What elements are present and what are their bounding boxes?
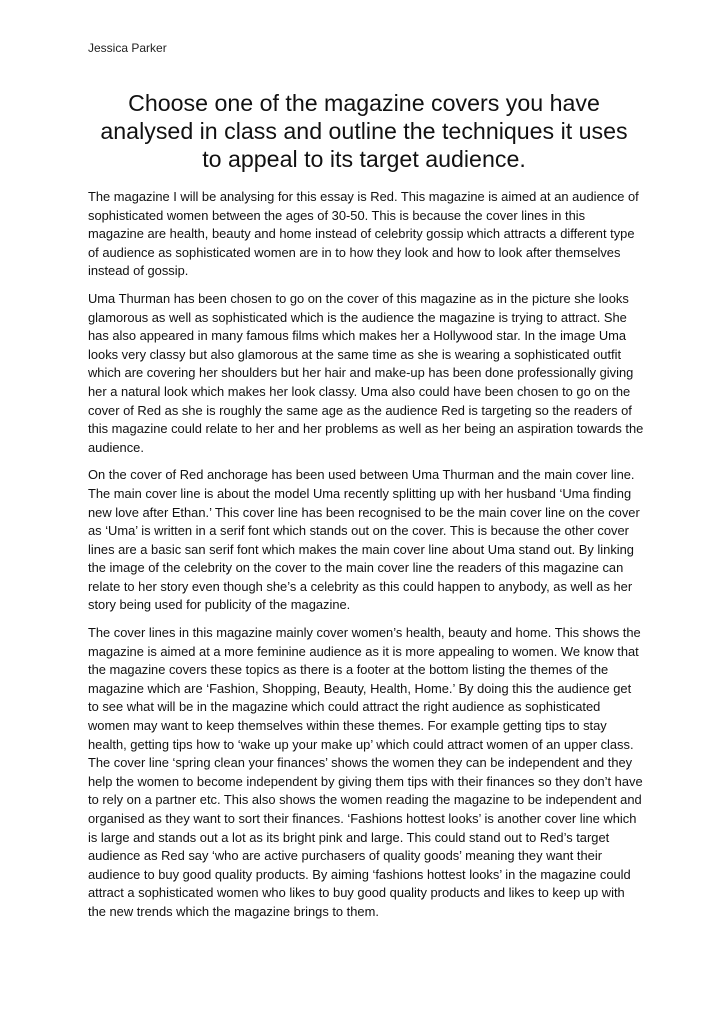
essay-title: Choose one of the magazine covers you have analysed in class and outline the techniques it uses to appeal to its target audience.	[100, 90, 628, 172]
paragraph: Uma Thurman has been chosen to go on the cover of this magazine as in the picture she looks glamorous as well as sophisticated which is the audience the magazine is trying to attract. She has also appeared in many famous films which makes her a Hollywood star. In the image Uma looks very classy but also glamorous at the same time as she is wearing a sophisticated outfit which are covering her shoulders but her hair and make-up has been done professionally giving her a natural look which makes her look classy. Uma also could have been chosen to go on the cover of Red as she is roughly the same age as the audience Red is targeting so the readers of this magazine could relate to her and her problems as well as her being an aspiration towards the audience.	[88, 290, 644, 455]
paragraph: The cover lines in this magazine mainly cover women’s health, beauty and home. This shows the magazine is aimed at a more feminine audience as it is more appealing to women. We know that the magazine covers these topics as there is a footer at the bottom listing the themes of the magazine which are ‘Fashion, Shopping, Beauty, Health, Home.’ By doing this the audience get to see what will be in the magazine which could attract the right audience as sophisticated women may want to keep themselves within these themes. For example getting tips to stay health, getting tips how to ‘wake up your make up’ which could attract women of an upper class. The cover line ‘spring clean your finances’ shows the women they can be independent and they help the women to become independent by giving them tips with their finances so they don’t have to rely on a partner etc. This also shows the women reading the magazine to be independent and organised as they want to sort their finances. ‘Fashions hottest looks’ is another cover line which is large and stands out a lot as its bright pink and large. This could stand out to Red’s target audience as Red say ‘who are active purchasers of quality goods’ meaning they want their audience to buy good quality products. By aiming ‘fashions hottest looks’ in the magazine could attract a sophisticated women who likes to buy good quality products and likes to keep up with the new trends which the magazine brings to them.	[88, 625, 643, 919]
paragraph: The magazine I will be analysing for this essay is Red. This magazine is aimed at an audience of sophisticated women between the ages of 30-50. This is because the cover lines in this magazine are health, beauty and home instead of celebrity gossip which attracts a different type of audience as sophisticated women are in to how they look and how to look after themselves instead of gossip.	[88, 189, 639, 279]
header-author: Jessica Parker	[88, 41, 167, 55]
essay-body	[88, 188, 644, 931]
paragraph: On the cover of Red anchorage has been used between Uma Thurman and the main cover line. The main cover line is about the model Uma recently splitting up with her husband ‘Uma finding new love after Ethan.’ This cover line has been recognised to be the main cover line on the cover as ‘Uma’ is written in a serif font which stands out on the cover. This is because the other cover lines are a basic san serif font which makes the main cover line about Uma stand out. By linking the image of the celebrity on the cover to the main cover line the readers of this magazine can relate to her story even though she’s a celebrity as this could happen to anybody, as well as her story being used for publicity of the magazine.	[88, 467, 640, 613]
